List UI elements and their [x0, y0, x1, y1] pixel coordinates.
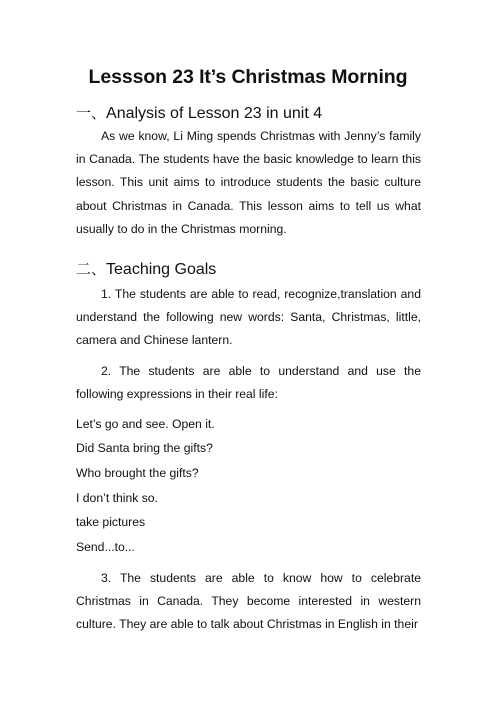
expression-line: Send...to... — [76, 540, 135, 554]
section-heading-analysis — [76, 102, 322, 123]
section-heading-goals — [76, 258, 216, 279]
section-heading-text: Analysis of Lesson 23 in unit 4 — [106, 105, 323, 122]
section-heading-text: Teaching Goals — [106, 261, 217, 278]
expression-line: Did Santa bring the gifts? — [76, 441, 213, 455]
expression-line: Let’s go and see. Open it. — [76, 417, 215, 431]
expression-line: take pictures — [76, 515, 146, 529]
section-number: 二、 — [76, 260, 107, 278]
goal-1-paragraph: 1. The students are able to read, recognize,translation and understand the following new words: Santa, Christmas, little, camera and Chinese lantern. — [76, 287, 421, 348]
expression-line: Who brought the gifts? — [76, 466, 199, 480]
analysis-paragraph: As we know, Li Ming spends Christmas with Jenny’s family in Canada. The students have the basic knowledge to learn this lesson. This unit aims to introduce students the basic culture about Christmas in Canada. This lesson aims to tell us what usually to do in the Christmas morning. — [76, 129, 421, 236]
expression-line: I don’t think so. — [76, 491, 158, 505]
goal-3-paragraph: 3. The students are able to know how to celebrate Christmas in Canada. They become interested in western culture. They are able to talk about Christmas in English in their — [76, 571, 421, 632]
goal-2-paragraph: 2. The students are able to understand and use the following expressions in their real life: — [76, 364, 421, 402]
section-number: 一、 — [76, 104, 107, 122]
page-title: Lessson 23 It’s Christmas Morning — [88, 66, 408, 88]
